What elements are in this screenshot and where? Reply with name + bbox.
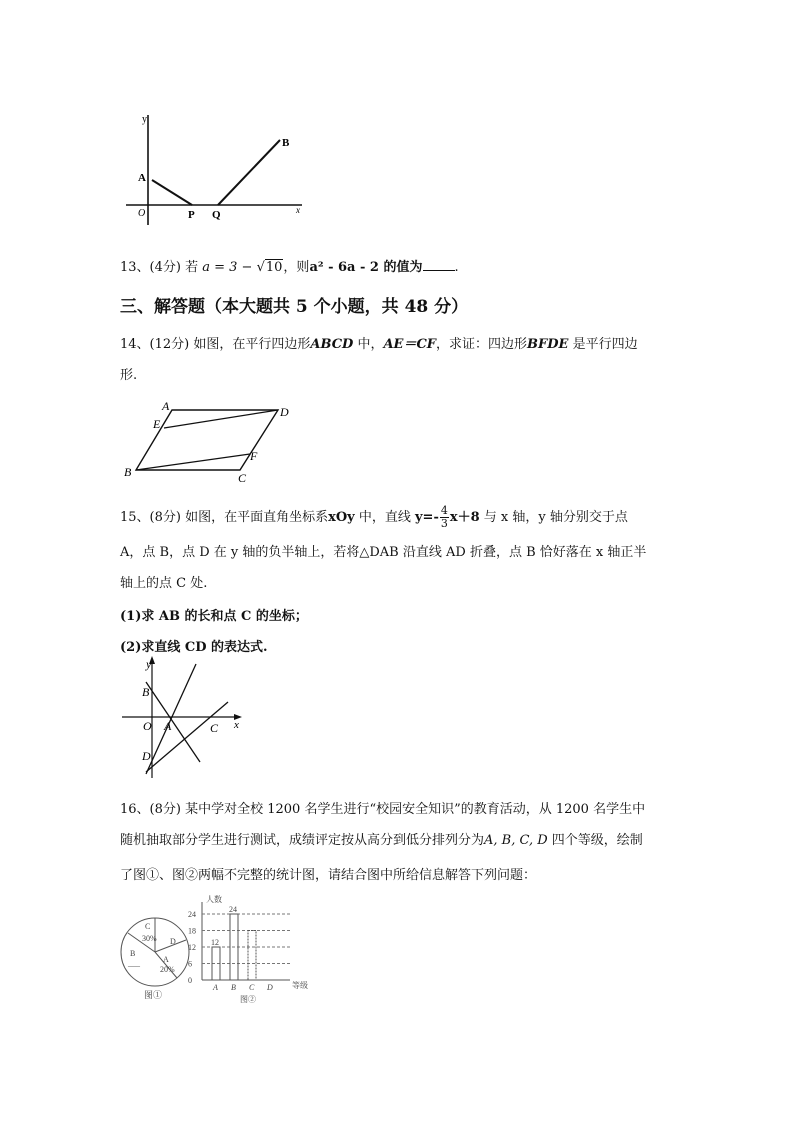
y-tick-label: 6: [188, 959, 192, 969]
y-tick-label: 18: [188, 926, 196, 936]
line-ab: [146, 682, 200, 762]
label-c: C: [210, 721, 219, 735]
category-label: D: [267, 983, 273, 992]
label-f: F: [250, 449, 258, 463]
q13-expr: a² - 6a - 2: [309, 260, 379, 275]
label-o: O: [138, 208, 146, 219]
chart-caption: 图②: [240, 995, 256, 1004]
segment-qb: [218, 140, 280, 205]
label-b: B: [282, 137, 290, 149]
label-q: Q: [212, 209, 221, 221]
pie-b-label: B: [130, 949, 136, 958]
bar-value-label: 24: [229, 905, 237, 914]
figure-graph-apqb: [122, 110, 312, 230]
q14-equation: AE＝CF: [383, 337, 437, 352]
category-label: B: [231, 983, 236, 992]
segment-ap: [152, 180, 192, 205]
q15-xoy: xOy: [328, 510, 355, 525]
q16-text-b: 四个等级，绘制: [547, 833, 643, 848]
q15-text-d: 与 x 轴，y 轴分别交于点: [479, 510, 628, 525]
section-title: 三、解答题（本大题共 5 个小题，共 48 分）: [120, 297, 469, 317]
question-16-line-1: 16、(8分) 某中学对全校 1200 名学生进行“校园安全知识”的教育活动，从 1200 名学生中: [120, 802, 646, 817]
pie-chart: [118, 912, 194, 1002]
label-e: E: [153, 417, 161, 431]
q14-text-c: ，求证：四边形: [436, 337, 528, 352]
label-a: A: [138, 172, 146, 184]
question-16-line-2: [120, 829, 643, 848]
question-14-line-2: 形.: [120, 368, 138, 383]
label-a: A: [164, 719, 172, 733]
question-15-part-1: (1)求 AB 的长和点 C 的坐标；: [120, 609, 308, 624]
q14-text-d: 是平行四边: [568, 337, 638, 352]
pie-a-pct: 20%: [160, 965, 175, 974]
question-14-line-1: [120, 333, 638, 352]
label-o: O: [143, 719, 152, 733]
y-tick-label: 0: [188, 976, 192, 985]
question-16-line-3: 了图①、图②两幅不完整的统计图，请结合图中所给信息解答下列问题：: [120, 868, 537, 883]
category-label: C: [249, 983, 255, 992]
q13-mid: ，则: [283, 260, 310, 275]
segment-ed: [164, 410, 278, 428]
q13-radicand: 10: [265, 260, 283, 275]
y-tick-label: 12: [188, 943, 196, 952]
pie-d-label: D: [170, 937, 176, 946]
q13-suffix: 的值为: [378, 260, 423, 275]
label-b: B: [124, 465, 132, 479]
y-tick-label: 24: [188, 910, 196, 919]
q15-text-b: 中，直线: [354, 510, 415, 525]
question-15-line-2: A，点 B，点 D 在 y 轴的负半轴上，若将△DAB 沿直线 AD 折叠，点 B 恰好落在 x 轴正半: [120, 545, 647, 560]
q15-frac-den: 3: [440, 517, 448, 530]
q13-end: .: [454, 260, 459, 275]
chart-xlabel: 等级: [292, 981, 308, 990]
question-15-line-3: 轴上的点 C 处.: [120, 576, 208, 591]
label-p: P: [188, 209, 195, 221]
q15-fraction: [440, 505, 449, 530]
q13-lhs: a = 3 −: [202, 260, 257, 275]
figure-parallelogram: [120, 398, 300, 486]
line-cd: [146, 702, 228, 772]
q14-text-a: 14、(12分) 如图，在平行四边形: [120, 337, 311, 352]
q15-text-a: 15、(8分) 如图，在平面直角坐标系: [120, 510, 329, 525]
label-x: x: [234, 719, 239, 731]
question-15-line-1: [120, 505, 628, 530]
bar-value-label: 12: [211, 938, 219, 947]
bar-chart: [186, 892, 326, 1006]
pie-b-blank: ___: [128, 959, 140, 968]
q16-grades: A, B, C, D: [484, 833, 548, 848]
figure-coordinate-fold: [118, 654, 248, 782]
label-c: C: [238, 471, 247, 485]
label-y: y: [142, 114, 147, 125]
q13-prefix: 13、(4分) 若: [120, 260, 199, 275]
label-y: y: [146, 657, 152, 671]
label-a: A: [162, 399, 170, 413]
pie-caption: 图①: [144, 990, 163, 1000]
chart-ylabel: 人数: [206, 895, 222, 904]
label-x: x: [296, 205, 300, 215]
segment-bf: [136, 454, 250, 470]
q14-text-b: 中，: [353, 337, 384, 352]
pie-c-label: C: [145, 922, 151, 931]
question-15-part-2: (2)求直线 CD 的表达式.: [120, 640, 268, 655]
q13-answer-blank: [423, 258, 455, 271]
q15-linear-term: x＋8: [449, 510, 480, 525]
question-13: [120, 256, 459, 275]
label-d: D: [280, 405, 289, 419]
bar-c: [248, 931, 256, 981]
q15-y-eq: y=-: [415, 510, 439, 525]
pie-c-pct: 30%: [142, 934, 157, 943]
pie-a-label: A: [163, 955, 169, 964]
q15-frac-num: 4: [440, 504, 448, 517]
label-b: B: [142, 685, 150, 699]
q16-text-a: 随机抽取部分学生进行测试，成绩评定按从高分到低分排列分为: [120, 833, 485, 848]
q14-abcd: ABCD: [310, 337, 354, 352]
label-d: D: [142, 749, 151, 763]
q13-root-sign: √: [256, 260, 265, 275]
q14-bfde: BFDE: [527, 337, 569, 352]
category-label: A: [213, 983, 218, 992]
